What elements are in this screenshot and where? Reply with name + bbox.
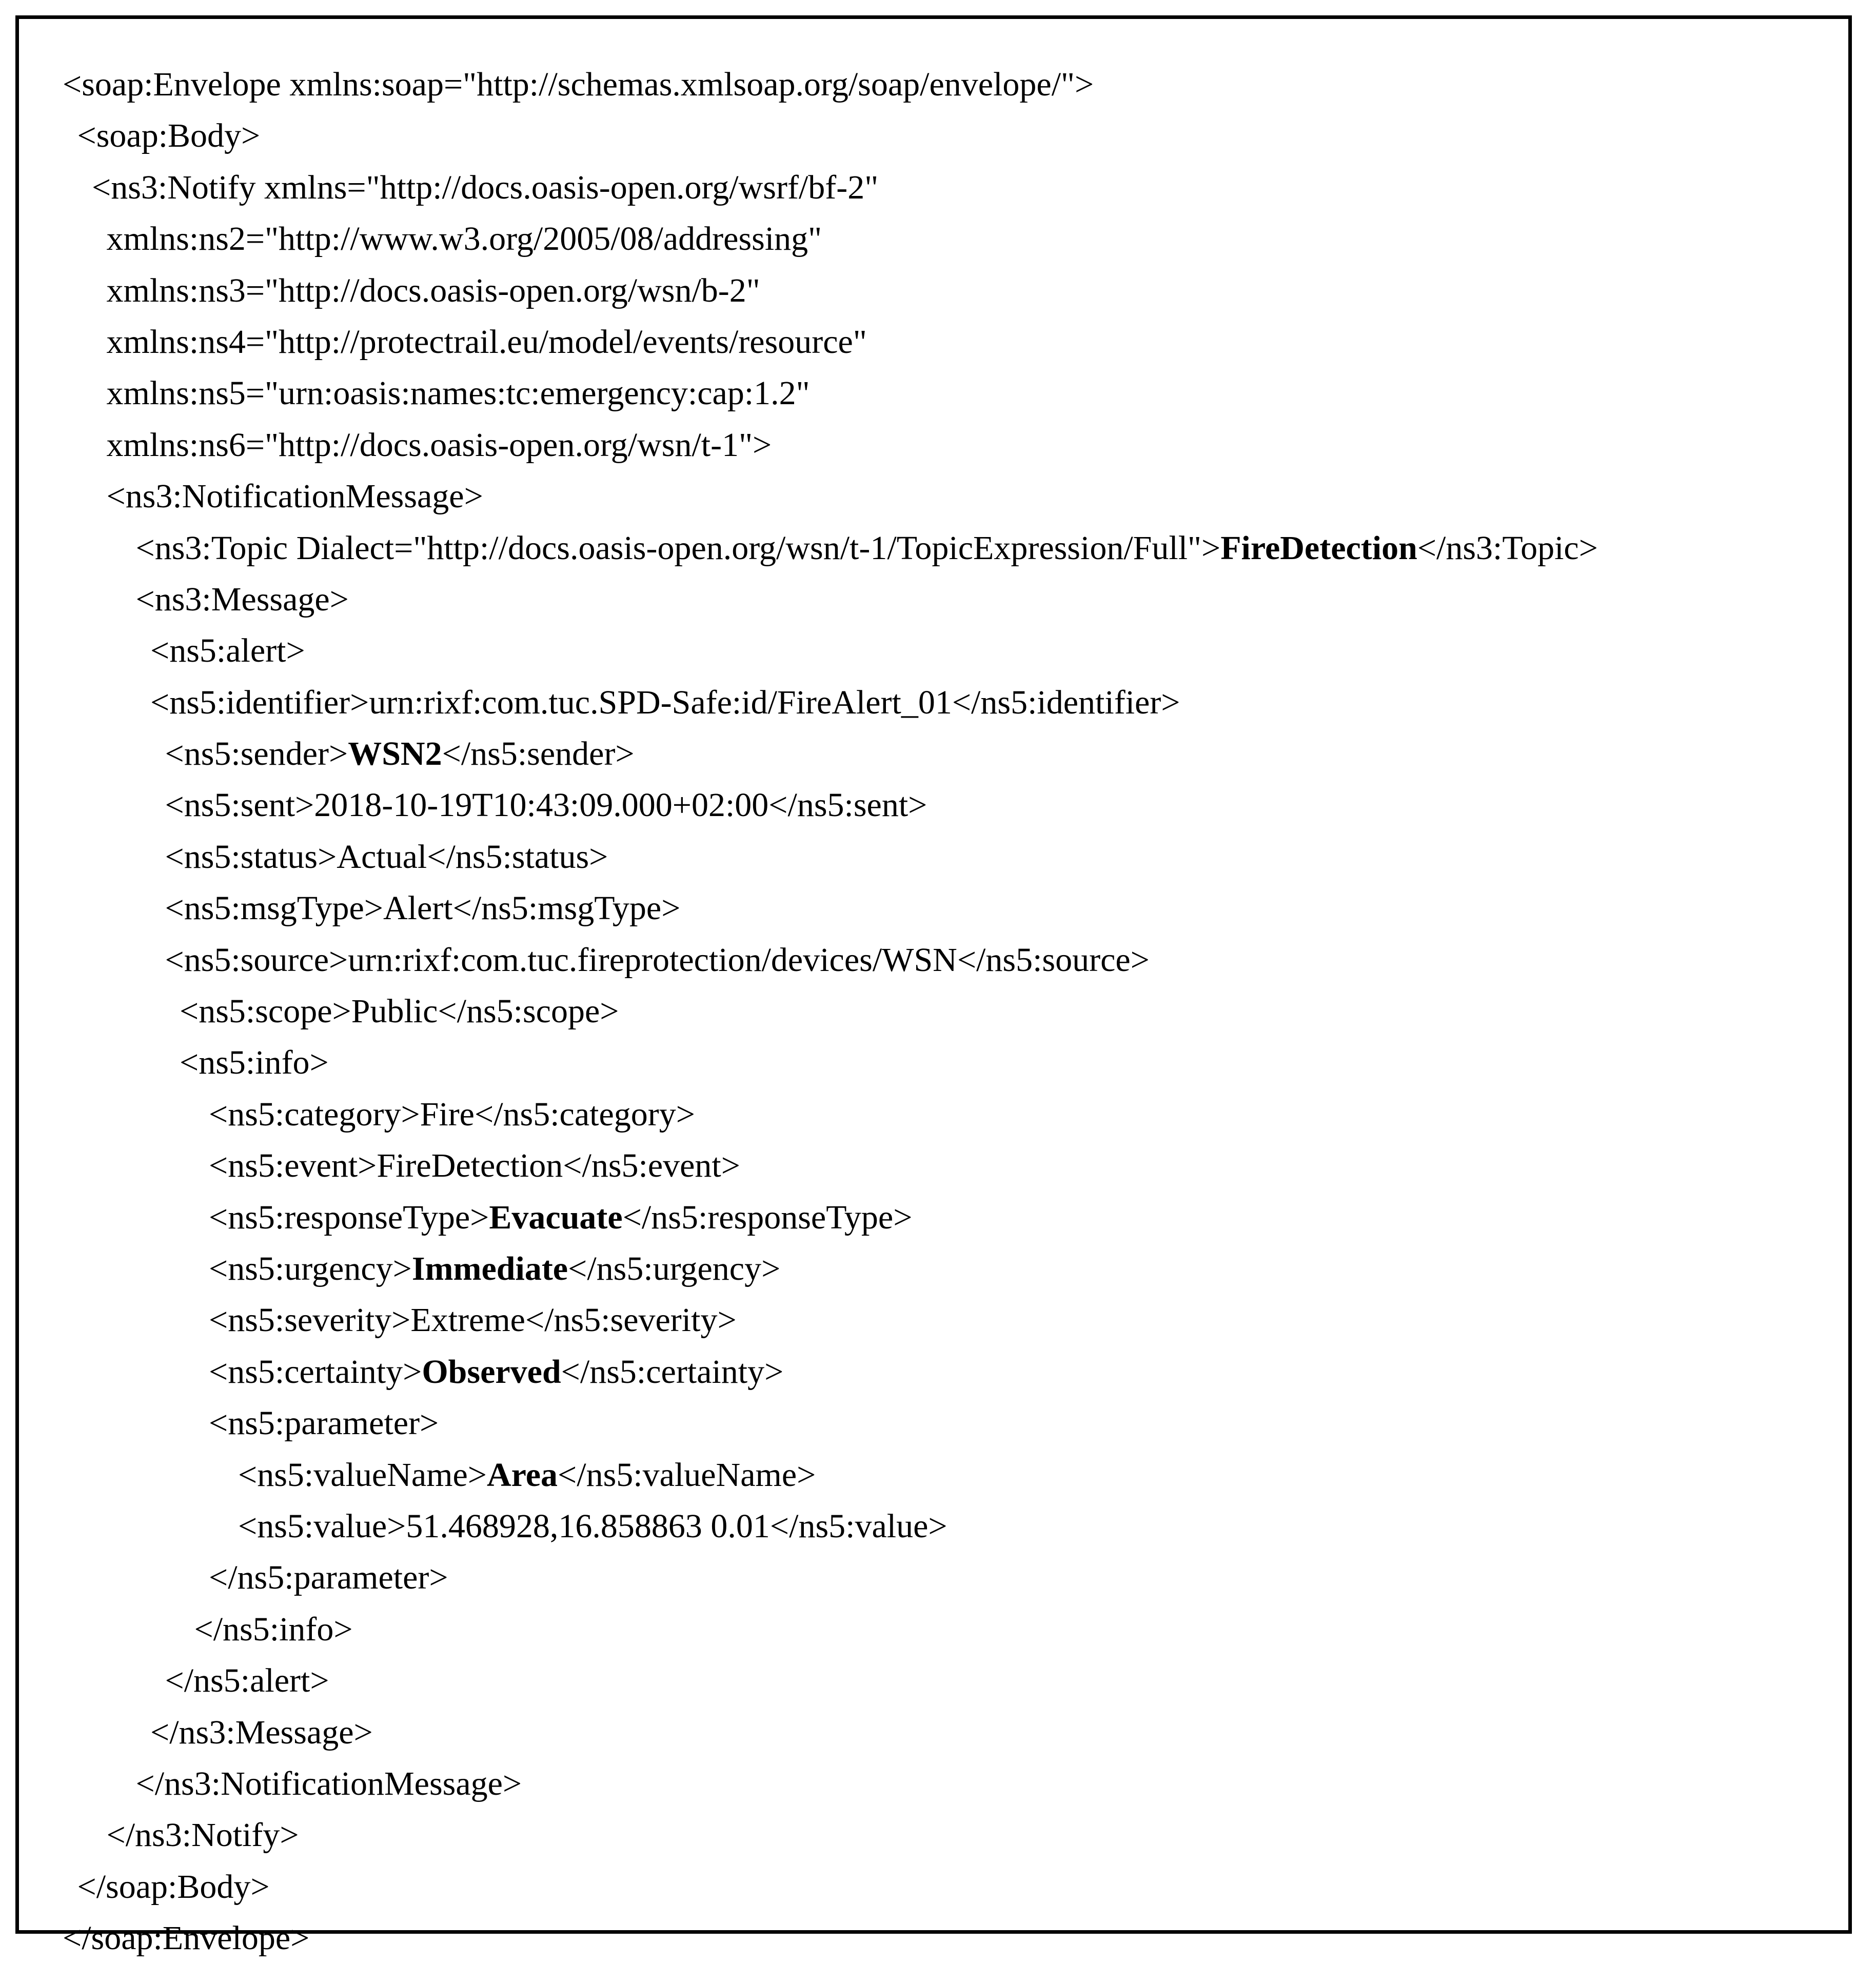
code-text: <soap:Body>	[77, 117, 261, 155]
code-text: </soap:Envelope>	[63, 1919, 310, 1957]
code-line	[63, 1243, 1598, 1295]
code-text: <ns5:value>51.468928,16.858863 0.01</ns5:value>	[238, 1507, 947, 1545]
code-text: xmlns:ns3="http://docs.oasis-open.org/wsn/b-2"	[106, 271, 760, 309]
code-line	[63, 625, 1598, 677]
code-line	[63, 316, 1598, 368]
code-line	[63, 1810, 1598, 1861]
code-line	[63, 1552, 1598, 1603]
code-line	[63, 1861, 1598, 1913]
code-value-bold: Observed	[422, 1353, 561, 1391]
code-text: <ns5:parameter>	[209, 1404, 439, 1442]
code-line	[63, 780, 1598, 831]
code-value-bold: Evacuate	[489, 1198, 623, 1236]
code-line	[63, 1655, 1598, 1707]
code-line	[63, 1295, 1598, 1346]
code-line	[63, 574, 1598, 625]
code-line	[63, 1758, 1598, 1810]
code-line	[63, 1346, 1598, 1398]
code-text: xmlns:ns5="urn:oasis:names:tc:emergency:cap:1.2"	[106, 374, 810, 412]
code-line	[63, 986, 1598, 1037]
code-text: <ns5:responseType>	[209, 1198, 489, 1236]
code-text: </ns3:Notify>	[106, 1816, 299, 1854]
code-line	[63, 523, 1598, 574]
code-text: <ns5:identifier>urn:rixf:com.tuc.SPD-Safe:id/FireAlert_01</ns5:identifier>	[150, 683, 1180, 721]
code-line	[63, 1913, 1598, 1964]
code-text: </ns5:certainty>	[561, 1353, 784, 1391]
code-line	[63, 110, 1598, 162]
code-text: </ns5:valueName>	[558, 1456, 816, 1494]
code-line	[63, 935, 1598, 986]
xml-code-listing	[63, 59, 1598, 1964]
code-line	[63, 1140, 1598, 1192]
code-listing-frame	[15, 15, 1852, 1957]
code-text: <ns3:Notify xmlns="http://docs.oasis-open.org/wsrf/bf-2"	[92, 168, 879, 206]
code-text: <ns5:info>	[180, 1044, 329, 1082]
code-value-bold: WSN2	[348, 735, 442, 773]
code-text: <ns5:msgType>Alert</ns5:msgType>	[165, 889, 681, 927]
code-text: </ns5:urgency>	[568, 1249, 781, 1287]
code-line	[63, 677, 1598, 728]
code-text: <ns5:valueName>	[238, 1456, 487, 1494]
code-text: <ns3:Message>	[135, 580, 349, 618]
code-line	[63, 831, 1598, 883]
code-text: </soap:Body>	[77, 1868, 270, 1906]
code-line	[63, 1192, 1598, 1243]
code-text: </ns5:parameter>	[209, 1559, 448, 1597]
code-line	[63, 728, 1598, 780]
code-value-bold: Immediate	[411, 1249, 568, 1287]
code-text: <ns5:category>Fire</ns5:category>	[209, 1095, 695, 1133]
code-text: <ns5:source>urn:rixf:com.tuc.fireprotection/devices/WSN</ns5:source>	[165, 941, 1150, 979]
code-text: xmlns:ns6="http://docs.oasis-open.org/wsn/t-1">	[106, 426, 772, 464]
code-text: </ns5:sender>	[442, 735, 635, 773]
code-text: <soap:Envelope xmlns:soap="http://schemas.xmlsoap.org/soap/envelope/">	[63, 66, 1094, 103]
code-line	[63, 1707, 1598, 1758]
code-text: <ns5:urgency>	[209, 1249, 412, 1287]
code-text: <ns5:sender>	[165, 735, 348, 773]
code-value-bold: FireDetection	[1220, 529, 1417, 567]
code-line	[63, 1037, 1598, 1088]
code-line	[63, 162, 1598, 213]
code-line	[63, 1604, 1598, 1655]
code-text: <ns5:severity>Extreme</ns5:severity>	[209, 1301, 737, 1339]
code-line	[63, 265, 1598, 316]
code-text: </ns3:Message>	[150, 1713, 373, 1751]
code-text: </ns3:NotificationMessage>	[135, 1764, 522, 1802]
code-text: <ns5:certainty>	[209, 1353, 422, 1391]
code-line	[63, 368, 1598, 419]
code-text: <ns5:alert>	[150, 632, 305, 670]
code-value-bold: Area	[486, 1456, 558, 1494]
code-text: <ns5:sent>2018-10-19T10:43:09.000+02:00</ns5:sent>	[165, 786, 927, 824]
code-line	[63, 420, 1598, 471]
code-line	[63, 213, 1598, 265]
code-line	[63, 471, 1598, 522]
code-text: xmlns:ns4="http://protectrail.eu/model/events/resource"	[106, 323, 867, 361]
code-text: <ns3:NotificationMessage>	[106, 478, 483, 515]
code-line	[63, 883, 1598, 934]
code-text: <ns5:event>FireDetection</ns5:event>	[209, 1147, 740, 1185]
code-line	[63, 1450, 1598, 1501]
code-text: </ns5:info>	[194, 1610, 353, 1648]
code-text: </ns5:responseType>	[622, 1198, 913, 1236]
code-text: <ns5:scope>Public</ns5:scope>	[180, 993, 619, 1030]
code-line	[63, 1398, 1598, 1449]
code-text: xmlns:ns2="http://www.w3.org/2005/08/addressing"	[106, 220, 822, 258]
code-text: </ns3:Topic>	[1417, 529, 1598, 567]
code-text: <ns3:Topic Dialect="http://docs.oasis-open.org/wsn/t-1/TopicExpression/Full">	[135, 529, 1221, 567]
code-text: </ns5:alert>	[165, 1662, 329, 1700]
code-text: <ns5:status>Actual</ns5:status>	[165, 838, 608, 876]
code-line	[63, 1501, 1598, 1552]
code-line	[63, 1089, 1598, 1140]
code-line	[63, 59, 1598, 110]
